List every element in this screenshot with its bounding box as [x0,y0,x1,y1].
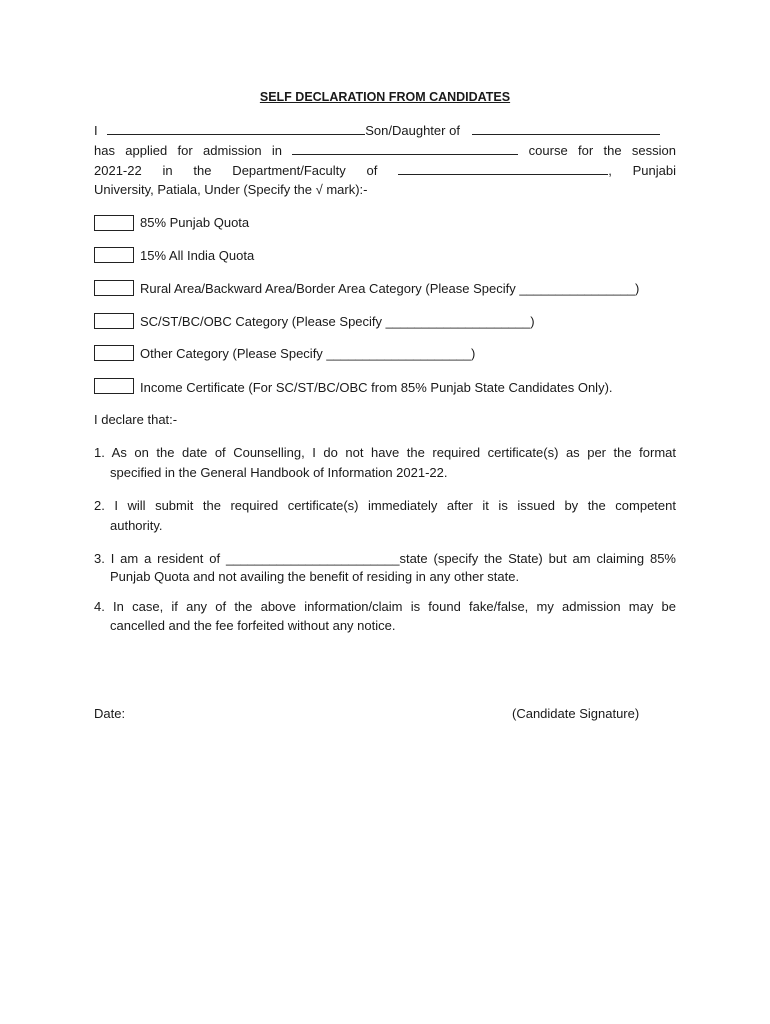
option-label-other-category: Other Category (Please Specify ____________________) [140,346,476,361]
candidate-signature-label: (Candidate Signature) [512,706,640,721]
point-3-line-2: Punjab Quota and not availing the benefit of residing in any other state. [110,569,520,584]
name-blank[interactable] [107,122,365,135]
applied-label: has applied for admission in [94,143,282,158]
parent-name-blank[interactable] [472,122,660,135]
point-2-line-2: authority. [110,518,163,533]
point-3-line-1: 3. I am a resident of ________________________state (specify the State) but am claiming 85% [94,551,676,566]
option-label-all-india-quota: 15% All India Quota [140,248,255,263]
intro-line-1 [94,122,676,138]
course-blank[interactable] [292,142,518,155]
checkbox-punjab-quota[interactable] [94,215,134,231]
point-1-line-2: specified in the General Handbook of Information 2021-22. [110,465,448,480]
punjabi-label: , Punjabi [608,163,677,178]
declare-heading: I declare that:- [94,412,178,427]
checkbox-all-india-quota[interactable] [94,247,134,263]
point-1-line-1: 1. As on the date of Counselling, I do not have the required certificate(s) as per the format [94,445,676,460]
point-4-line-1: 4. In case, if any of the above information/claim is found fake/false, my admission may be [94,599,676,614]
intro-line-4: University, Patiala, Under (Specify the √ mark):- [94,182,368,197]
option-label-punjab-quota: 85% Punjab Quota [140,215,250,230]
intro-line-2 [94,142,676,158]
point-4-line-2: cancelled and the fee forfeited without any notice. [110,618,396,633]
checkbox-other-category[interactable] [94,345,134,361]
checkbox-sc-st-bc-obc[interactable] [94,313,134,329]
checkbox-rural-area[interactable] [94,280,134,296]
document-title: SELF DECLARATION FROM CANDIDATES [259,90,511,104]
son-daughter-label: Son/Daughter of [365,123,460,138]
checkbox-income-certificate[interactable] [94,378,134,394]
date-label: Date: [94,706,126,721]
option-label-rural-area: Rural Area/Backward Area/Border Area Category (Please Specify ________________) [140,281,640,296]
intro-i: I [94,123,98,138]
department-label: 2021-22 in the Department/Faculty of [94,163,378,178]
department-blank[interactable] [398,162,608,175]
option-label-income-certificate: Income Certificate (For SC/ST/BC/OBC from 85% Punjab State Candidates Only). [140,380,613,395]
option-label-sc-st-bc-obc: SC/ST/BC/OBC Category (Please Specify ____________________) [140,314,535,329]
session-label: course for the session [528,143,676,158]
intro-line-3 [94,162,676,178]
point-2-line-1: 2. I will submit the required certificate(s) immediately after it is issued by the competent [94,498,676,513]
